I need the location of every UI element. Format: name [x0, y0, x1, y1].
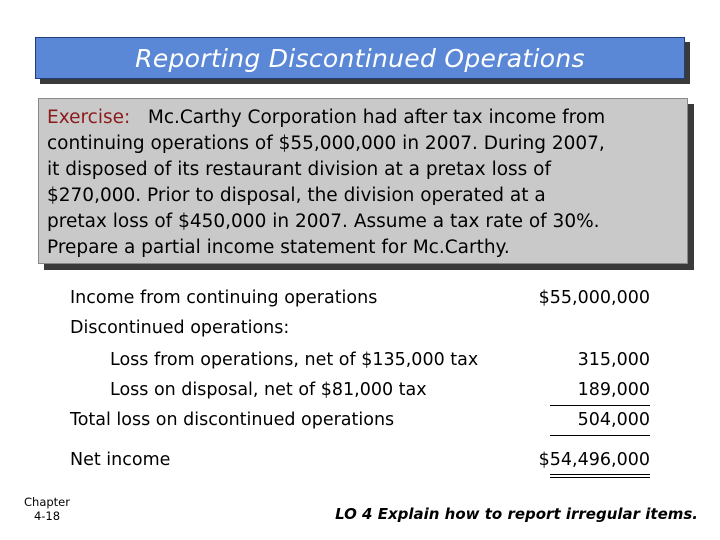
- exercise-line-6: Prepare a partial income statement for Mc.Carthy.: [47, 237, 510, 258]
- exercise-line-3: it disposed of its restaurant division at a pretax loss of: [47, 159, 552, 180]
- row-label: Discontinued operations:: [70, 318, 290, 338]
- statement-row: [70, 410, 660, 438]
- statement-row: [70, 288, 660, 316]
- row-amount: 315,000: [577, 350, 650, 370]
- row-label: Loss on disposal, net of $81,000 tax: [110, 380, 427, 400]
- exercise-line-1: [47, 105, 677, 131]
- exercise-text-1: Mc.Carthy Corporation had after tax income from: [147, 107, 606, 128]
- chapter-number: 4-18: [33, 509, 61, 523]
- net-income-rule-2: [550, 477, 650, 478]
- statement-row: [70, 318, 660, 346]
- row-amount: 189,000: [577, 380, 650, 400]
- exercise-box: [38, 98, 688, 264]
- statement-row: [70, 380, 660, 408]
- exercise-label: Exercise:: [47, 107, 131, 128]
- row-label: Loss from operations, net of $135,000 tax: [110, 350, 479, 370]
- row-label: Total loss on discontinued operations: [70, 410, 395, 430]
- statement-row: [70, 350, 660, 378]
- subtotal-rule: [550, 405, 650, 406]
- row-label: Net income: [70, 450, 171, 470]
- title-banner: [35, 37, 685, 79]
- slide-title: Reporting Discontinued Operations: [135, 43, 585, 73]
- row-label: Income from continuing operations: [70, 288, 378, 308]
- exercise-line-2: continuing operations of $55,000,000 in 2007. During 2007,: [47, 133, 605, 154]
- total-rule: [550, 435, 650, 436]
- row-amount: $54,496,000: [538, 450, 650, 470]
- learning-objective: LO 4 Explain how to report irregular items.: [335, 505, 698, 523]
- net-income-rule-1: [550, 474, 650, 475]
- exercise-line-4: $270,000. Prior to disposal, the division operated at a: [47, 185, 546, 206]
- chapter-label: [18, 495, 76, 523]
- row-amount: $55,000,000: [538, 288, 650, 308]
- exercise-line-5: pretax loss of $450,000 in 2007. Assume a tax rate of 30%.: [47, 211, 600, 232]
- row-amount: 504,000: [577, 410, 650, 430]
- chapter-word: Chapter: [24, 495, 70, 509]
